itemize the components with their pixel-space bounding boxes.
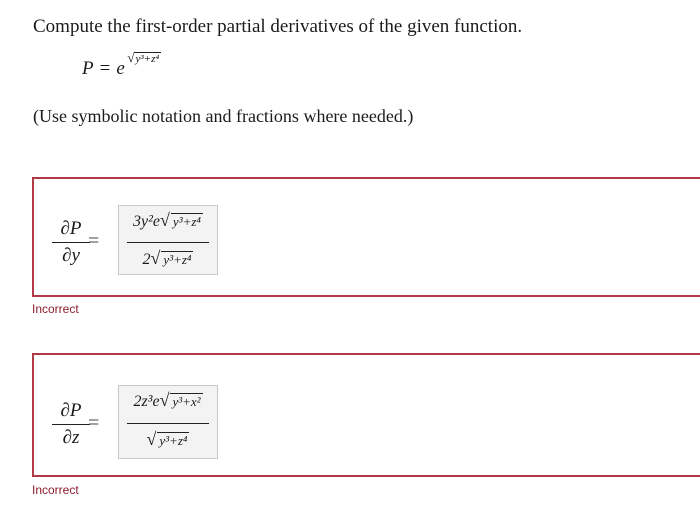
answer-denominator	[127, 429, 209, 450]
radical-icon: √	[160, 210, 170, 230]
partial-derivative-label-dz	[52, 400, 90, 449]
function-rhs	[116, 50, 160, 80]
numerator-radicand: y³+z⁴	[172, 214, 201, 229]
radical-icon: √	[127, 50, 135, 65]
answer-denominator	[127, 248, 209, 269]
radical-icon: √	[150, 248, 161, 268]
hint-text: (Use symbolic notation and fractions where needed.)	[33, 106, 414, 126]
partial-derivative-label-dy	[52, 218, 90, 267]
function-exponent	[127, 50, 161, 66]
status-incorrect-dy: Incorrect	[32, 302, 79, 316]
fraction-bar	[127, 242, 209, 243]
numerator-coefficient: 2z³e	[133, 393, 160, 410]
partial-denominator: ∂y	[62, 245, 80, 266]
partial-denominator: ∂z	[62, 427, 80, 448]
partial-numerator: ∂P	[52, 400, 90, 425]
answer-entry-dz[interactable]	[118, 385, 218, 459]
answer-numerator	[127, 210, 209, 231]
function-lhs: P	[82, 58, 94, 79]
answer-numerator	[127, 390, 209, 411]
denominator-coefficient: 2	[142, 251, 151, 268]
answer-box-dy	[32, 177, 700, 297]
partial-numerator: ∂P	[52, 218, 90, 243]
numerator-coefficient: 3y²e	[133, 213, 161, 230]
denominator-radicand: y³+z⁴	[163, 252, 192, 267]
function-equals: =	[99, 58, 111, 79]
fraction-bar	[127, 423, 209, 424]
question-prompt: Compute the first-order partial derivatives of the given function.	[33, 16, 523, 37]
equals-sign: =	[88, 230, 100, 252]
radical-icon: √	[146, 429, 157, 449]
numerator-radicand: y³+x²	[172, 394, 201, 409]
answer-box-dz	[32, 353, 700, 477]
equals-sign: =	[88, 412, 100, 434]
function-exponent-radicand: y³+z⁴	[135, 53, 160, 65]
function-formula	[82, 50, 160, 80]
function-base: e	[116, 58, 125, 79]
radical-icon: √	[159, 390, 170, 410]
denominator-radicand: y³+z⁴	[159, 433, 188, 448]
answer-entry-dy[interactable]	[118, 205, 218, 275]
status-incorrect-dz: Incorrect	[32, 483, 79, 497]
